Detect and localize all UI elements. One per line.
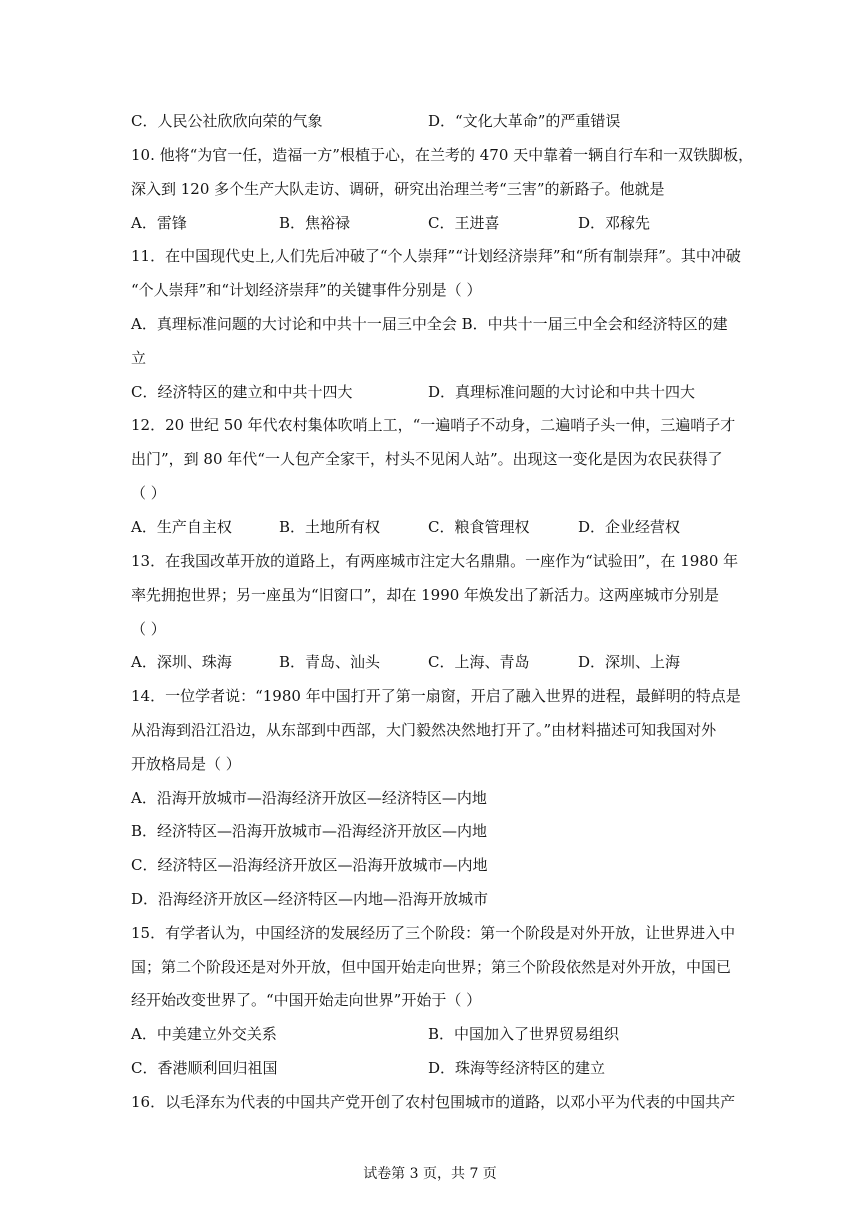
q10-stem-line2: 深入到 120 多个生产大队走访、调研，研究出治理兰考“三害”的新路子。他就是 [131,180,665,198]
option-b: B．中国加入了世界贸易组织 [428,1025,620,1043]
page-footer: 试卷第 3 页，共 7 页 [363,1166,497,1182]
q11-option-a-b: A．真理标准问题的大讨论和中共十一届三中全会 B．中共十一届三中全会和经济特区的建 [131,315,728,333]
q15-options-ab [131,1024,731,1044]
q11-option-b-cont: 立 [131,349,147,367]
option-a: A．深圳、珠海 [131,653,232,671]
q14-option-d: D．沿海经济开放区—经济特区—内地—沿海开放城市 [131,890,489,908]
option-b: B．焦裕禄 [279,214,351,232]
option-c: C．粮食管理权 [428,518,530,536]
q13-stem-line3: （ ） [131,620,166,638]
option-d: D．珠海等经济特区的建立 [428,1059,606,1077]
q12-stem-line1: 12．20 世纪 50 年代农村集体吹哨上工，“一遍哨子不动身，二遍哨子头一伸，三遍哨子才 [131,416,736,434]
q15-stem-line3: 经开始改变世界了。“中国开始走向世界”开始于（ ） [131,991,482,1009]
q15-options-cd [131,1058,731,1078]
q14-option-a: A．沿海开放城市—沿海经济开放区—经济特区—内地 [131,789,487,807]
option-a: A．生产自主权 [131,518,232,536]
option-a: A．雷锋 [131,214,187,232]
option-d: D．真理标准问题的大讨论和中共十四大 [428,383,696,401]
option-a: A．中美建立外交关系 [131,1025,277,1043]
q10-stem-line1: 10. 他将“为官一任，造福一方”根植于心，在兰考的 470 天中靠着一辆自行车和一双铁脚板， [131,146,754,164]
q15-stem-line2: 国；第二个阶段还是对外开放，但中国开始走向世界；第三个阶段依然是对外开放，中国已 [131,958,732,976]
q11-stem-line2: “个人崇拜”和“计划经济崇拜”的关键事件分别是（ ） [131,281,482,299]
option-c: C．经济特区的建立和中共十四大 [131,383,353,401]
q12-options [131,517,731,537]
q14-stem-line2: 从沿海到沿江沿边，从东部到中西部，大门毅然决然地打开了。”由材料描述可知我国对外 [131,721,717,739]
q10-options [131,213,731,233]
option-c: C．上海、青岛 [428,653,530,671]
option-c: C．香港顺利回归祖国 [131,1059,278,1077]
q13-stem-line2: 率先拥抱世界；另一座虽为“旧窗口”，却在 1990 年焕发出了新活力。这两座城市分别是 [131,586,720,604]
q9-options [131,111,731,131]
q15-stem-line1: 15．有学者认为，中国经济的发展经历了三个阶段：第一个阶段是对外开放，让世界进入中 [131,924,736,942]
q11-options-cd [131,382,731,402]
option-d: D．“文化大革命”的严重错误 [428,112,621,130]
q14-stem-line1: 14．一位学者说：“1980 年中国打开了第一扇窗，开启了融入世界的进程，最鲜明的特点是 [131,687,741,705]
q12-stem-line2: 出门”，到 80 年代“一人包产全家干，村头不见闲人站”。出现这一变化是因为农民获得了 [131,450,723,468]
option-d: D．深圳、上海 [578,653,681,671]
option-c: C．王进喜 [428,214,500,232]
option-b: B．青岛、汕头 [279,653,381,671]
option-b: B．土地所有权 [279,518,381,536]
q11-stem-line1: 11．在中国现代史上,人们先后冲破了“个人崇拜”“计划经济崇拜”和“所有制崇拜”。其中冲破 [131,247,741,265]
option-d: D．企业经营权 [578,518,681,536]
q14-option-b: B．经济特区—沿海开放城市—沿海经济开放区—内地 [131,822,488,840]
q13-options [131,652,731,672]
q12-stem-line3: （ ） [131,484,166,502]
option-c: C．人民公社欣欣向荣的气象 [131,112,323,130]
q14-option-c: C．经济特区—沿海经济开放区—沿海开放城市—内地 [131,856,488,874]
q14-stem-line3: 开放格局是（ ） [131,755,241,773]
option-d: D．邓稼先 [578,214,651,232]
q13-stem-line1: 13．在我国改革开放的道路上，有两座城市注定大名鼎鼎。一座作为“试验田”，在 1980 年 [131,552,739,570]
q16-stem-line1: 16．以毛泽东为代表的中国共产党开创了农村包围城市的道路，以邓小平为代表的中国共产 [131,1093,736,1111]
